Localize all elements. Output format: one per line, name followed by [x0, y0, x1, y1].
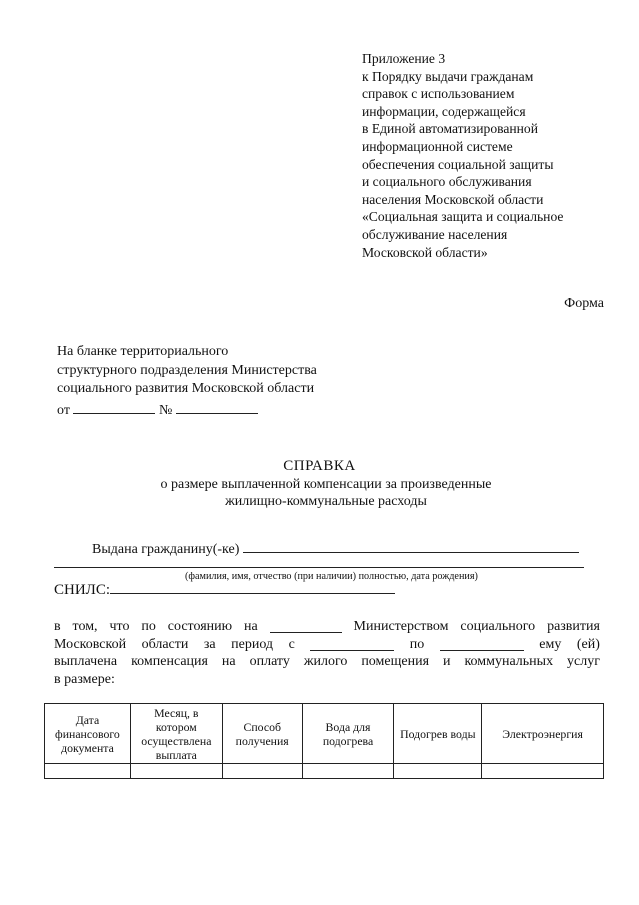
document-title: СПРАВКА	[283, 458, 356, 474]
header-receipt-method: Способ получения	[222, 704, 302, 764]
word: Московской	[54, 636, 127, 652]
header-water-heating: Подогрев воды	[394, 704, 482, 764]
snils-line	[54, 579, 395, 599]
word: и	[442, 654, 451, 669]
table-cell[interactable]	[222, 764, 302, 779]
appendix-line: справок с использованием	[362, 86, 515, 102]
appendix-line: обеспечения социальной защиты	[362, 156, 554, 172]
recipient-name-field[interactable]	[243, 538, 579, 553]
issued-label: Выдана гражданину(-ке)	[92, 542, 240, 557]
appendix-line: в Единой автоматизированной	[362, 121, 539, 137]
appendix-line: Московской области»	[362, 244, 488, 260]
letterhead-line: На бланке территориального	[57, 344, 229, 359]
word: услуг	[567, 654, 600, 669]
compensation-table	[44, 703, 604, 779]
word: социального	[460, 619, 536, 634]
word: период	[231, 636, 274, 652]
word: том,	[72, 619, 98, 634]
paragraph-line	[54, 618, 600, 636]
word: по	[409, 636, 425, 652]
word: за	[203, 636, 216, 652]
paragraph-line	[54, 653, 600, 671]
table-cell[interactable]	[394, 764, 482, 779]
word: коммунальных	[464, 654, 554, 669]
date-number-line	[57, 399, 317, 421]
letterhead-block	[57, 343, 317, 420]
appendix-line: и социального обслуживания	[362, 174, 532, 190]
word: области	[141, 636, 189, 652]
header-electricity: Электроэнергия	[482, 704, 604, 764]
table-row	[45, 764, 604, 779]
subtitle-line: о размере выплаченной компенсации за произведенные	[160, 477, 492, 492]
word: в	[54, 619, 61, 634]
subtitle-line: жилищно-коммунальные расходы	[225, 494, 427, 509]
appendix-line: «Социальная защита и социальное	[362, 209, 564, 225]
letterhead-line: структурного подразделения Министерства	[57, 362, 317, 378]
word: Министерством	[353, 619, 449, 634]
word: что	[109, 619, 130, 634]
header-water-for-heating: Вода для подогрева	[302, 704, 394, 764]
appendix-line: информации, содержащейся	[362, 103, 526, 119]
word: выплачена	[54, 654, 118, 669]
word: помещения	[361, 654, 430, 669]
appendix-line: населения Московской области	[362, 191, 544, 207]
period-end-field[interactable]	[440, 636, 524, 651]
appendix-line: к Порядку выдачи гражданам	[362, 68, 534, 84]
appendix-line: обслуживание населения	[362, 226, 508, 242]
table-header-row	[45, 704, 604, 764]
period-start-field[interactable]	[310, 636, 394, 651]
appendix-block	[362, 50, 632, 261]
as-of-date-field[interactable]	[270, 618, 342, 633]
word: жилого	[303, 654, 348, 669]
paragraph-line	[54, 636, 600, 654]
date-field[interactable]	[73, 399, 155, 414]
statement-paragraph	[54, 618, 600, 688]
letterhead-line: социального развития Московской области	[57, 381, 315, 396]
recipient-caption: (фамилия, имя, отчество (при наличии) полностью, дата рождения)	[185, 571, 478, 582]
recipient-details-field[interactable]	[54, 567, 584, 568]
from-label: от	[57, 402, 70, 418]
word: ему	[539, 636, 562, 652]
header-document-date: Дата финансового документа	[45, 704, 131, 764]
word: на	[244, 619, 258, 634]
table-cell[interactable]	[302, 764, 394, 779]
word: с	[288, 636, 295, 652]
issued-to-line	[92, 538, 579, 558]
word: оплату	[249, 654, 290, 669]
header-payment-month: Месяц, в котором осуществлена выплата	[130, 704, 222, 764]
table-cell[interactable]	[130, 764, 222, 779]
word: компенсация	[131, 654, 208, 669]
table-cell[interactable]	[482, 764, 604, 779]
number-field[interactable]	[176, 399, 258, 414]
table-cell[interactable]	[45, 764, 131, 779]
form-label: Форма	[564, 296, 604, 311]
appendix-line: Приложение 3	[362, 51, 446, 66]
snils-field[interactable]	[110, 579, 395, 594]
paragraph-line: в размере:	[54, 671, 115, 687]
word: по	[141, 619, 156, 634]
word: развития	[547, 619, 600, 634]
document-subtitle	[0, 476, 639, 510]
appendix-line: информационной системе	[362, 138, 513, 154]
word: на	[221, 654, 236, 669]
word: состоянию	[167, 619, 233, 634]
snils-label: СНИЛС:	[54, 582, 111, 598]
number-label: №	[158, 402, 173, 418]
word: (ей)	[576, 636, 600, 652]
